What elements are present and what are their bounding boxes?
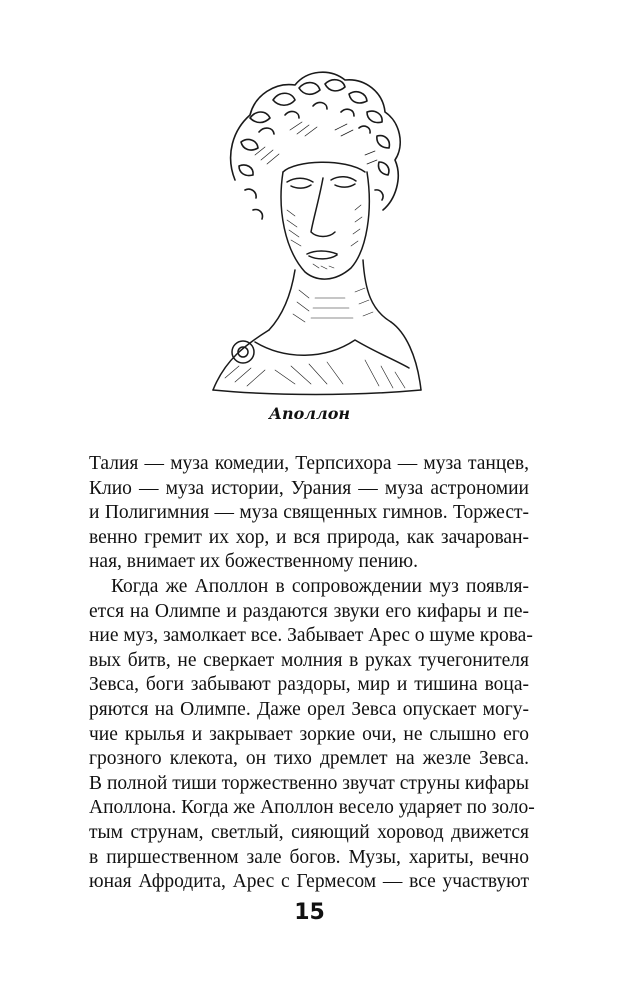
text-line: ная, внимает их божественному пению. xyxy=(89,551,418,573)
text-line: Когда же Аполлон в сопровождении муз появля- xyxy=(111,575,529,597)
text-line: вых битв, не сверкает молния в руках тучегонителя xyxy=(89,649,529,671)
text-line: ние муз, замолкает все. Забывает Арес о шуме крова- xyxy=(89,625,533,647)
text-line: грозного клекота, он тихо дремлет на жезле Зевса. xyxy=(89,748,529,770)
text-line: Талия — муза комедии, Терпсихора — муза танцев, xyxy=(89,453,529,474)
text-line: юная Афродита, Арес с Гермесом — все участвуют xyxy=(89,871,529,893)
text-line: венно гремит их хор, и вся природа, как зачарован- xyxy=(89,526,529,548)
text-line: ряются на Олимпе. Даже орел Зевса опускает могу- xyxy=(89,698,529,720)
text-line: ется на Олимпе и раздаются звуки его кифары и пе- xyxy=(89,600,529,622)
text-line: Аполлона. Когда же Аполлон весело ударяет по золо- xyxy=(89,797,535,819)
page-number: 15 xyxy=(294,900,325,925)
text-line: В полной тиши торжественно звучат струны кифары xyxy=(89,772,529,794)
figure-caption: Аполлон xyxy=(268,404,351,423)
text-line: тым струнам, светлый, сияющий хоровод движется xyxy=(89,821,529,843)
text-line: в пиршественном зале богов. Музы, хариты, вечно xyxy=(89,846,529,868)
text-line: Клио — муза истории, Урания — муза астрономии xyxy=(89,477,529,499)
text-line: и Полигимния — муза священных гимнов. Торжест- xyxy=(89,502,529,524)
apollo-bust-illustration xyxy=(195,60,425,400)
text-line: Зевса, боги забывают раздоры, мир и тишина воца- xyxy=(89,674,529,696)
body-text xyxy=(89,452,535,895)
text-line: чие крылья и закрывает зоркие очи, не слышно его xyxy=(89,723,529,745)
